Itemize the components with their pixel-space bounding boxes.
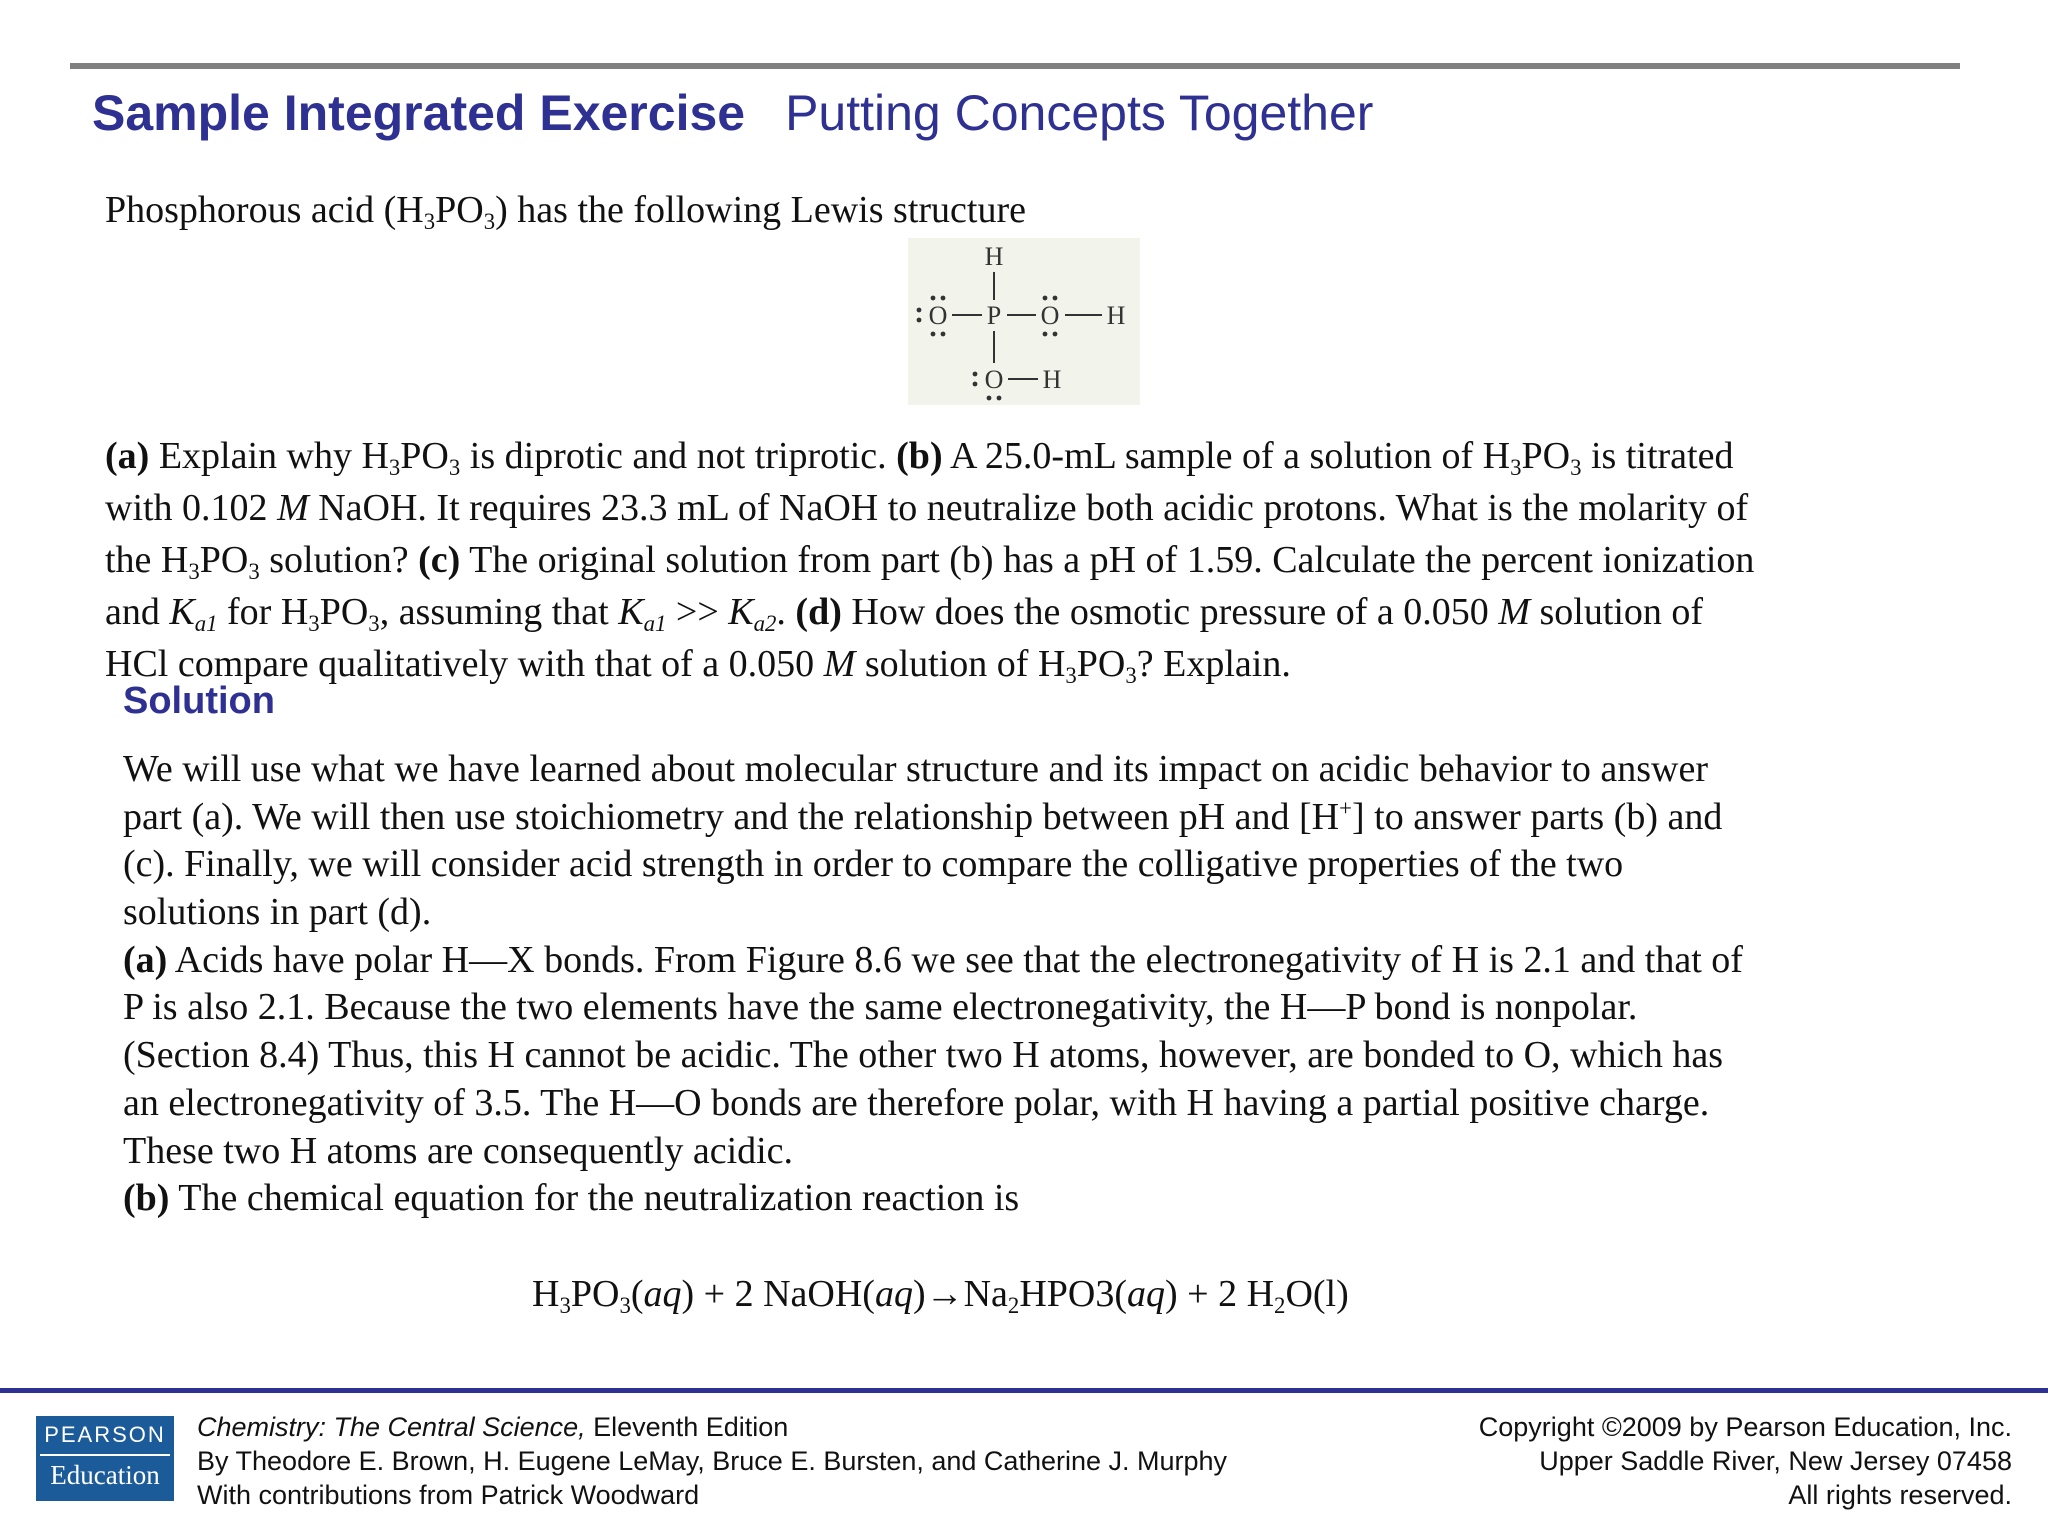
footer-book-title: Chemistry: The Central Science, Eleventh Edition	[197, 1412, 789, 1442]
logo-divider	[40, 1454, 170, 1456]
question-line-2: with 0.102 M NaOH. It requires 23.3 mL of NaOH to neutralize both acidic protons. What is the molarity of	[105, 487, 1749, 529]
footer-address: Upper Saddle River, New Jersey 07458	[1539, 1446, 2012, 1476]
solution-line-8: an electronegativity of 3.5. The H—O bonds are therefore polar, with H having a partial positive charge.	[123, 1081, 1710, 1124]
solution-line-9: These two H atoms are consequently acidic.	[123, 1129, 794, 1172]
atom-p-center: P	[986, 301, 1002, 330]
solution-line-6: P is also 2.1. Because the two elements have the same electronegativity, the H—P bond is nonpolar.	[123, 986, 1638, 1029]
footer-book-credits	[197, 1410, 1227, 1512]
question-line-4: and $K_{a1}$ for $H_3PO_3$, assuming that $K_{a1} >> K_{a2}$. (d) How does the osmotic pressure of a 0.050 M solution of	[105, 591, 1704, 636]
title-subtitle: Putting Concepts Together	[785, 85, 1374, 141]
atom-o-bottom: O	[984, 365, 1004, 394]
footer-contributions: With contributions from Patrick Woodward	[197, 1480, 700, 1510]
solution-text	[123, 746, 1923, 1223]
solution-line-2: part (a). We will then use stoichiometry and the relationship between pH and [H+] to answer parts (b) and	[123, 795, 1723, 838]
footer-copyright-line: Copyright ©2009 by Pearson Education, Inc.	[1478, 1412, 2012, 1442]
logo-pearson-text: PEARSON	[44, 1422, 166, 1447]
lewis-structure-diagram	[908, 238, 1140, 405]
pearson-education-logo	[36, 1416, 174, 1501]
solution-line-7: (Section 8.4) Thus, this H cannot be acidic. The other two H atoms, however, are bonded to O, which has	[123, 1034, 1724, 1077]
title-bold: Sample Integrated Exercise	[92, 85, 746, 141]
question-line-3: the $H_3PO_3$ solution? (c) The original solution from part (b) has a pH of 1.59. Calculate the percent ionization	[105, 539, 1755, 584]
solution-line-3: (c). Finally, we will consider acid strength in order to compare the colligative properties of the two	[123, 843, 1624, 886]
intro-text: Phosphorous acid $(H_3PO_3)$ has the following Lewis structure	[105, 189, 1026, 234]
solution-line-4: solutions in part (d).	[123, 891, 432, 934]
atom-h-bottom: H	[1042, 365, 1062, 394]
neutralization-equation: $H_3PO_3(aq) + 2$ $NaOH(aq)\to Na_2HPO3(aq) + 2$ $H_2O(l)$	[532, 1273, 1349, 1318]
solution-heading: Solution	[123, 680, 275, 722]
top-rule	[70, 63, 1960, 69]
lewis-structure-figure	[908, 238, 1140, 405]
atom-h-right: H	[1106, 301, 1126, 330]
atom-o-left: O	[928, 301, 948, 330]
atom-h-top: H	[984, 242, 1004, 271]
footer-authors: By Theodore E. Brown, H. Eugene LeMay, Bruce E. Bursten, and Catherine J. Murphy	[197, 1446, 1228, 1476]
footer-rule	[0, 1388, 2048, 1393]
solution-line-1: We will use what we have learned about molecular structure and its impact on acidic behavior to answer	[123, 748, 1708, 790]
question-text	[105, 430, 1905, 690]
footer-rights: All rights reserved.	[1788, 1480, 2012, 1510]
question-line-1: (a) Explain why $H_3PO_3$ is diprotic and not triprotic. (b) A 25.0-mL sample of a solution of $H_3PO_3$ is titrated	[105, 435, 1734, 480]
slide-title	[92, 84, 1373, 142]
bonds	[952, 272, 1102, 379]
solution-line-5: (a) Acids have polar H—X bonds. From Figure 8.6 we see that the electronegativity of H is 2.1 and that of	[123, 938, 1743, 981]
solution-line-10: (b) The chemical equation for the neutralization reaction is	[123, 1177, 1020, 1220]
question-line-5: HCl compare qualitatively with that of a 0.050 M solution of $H_3PO_3$? Explain.	[105, 643, 1291, 688]
atom-o-right: O	[1040, 301, 1060, 330]
footer-copyright	[1479, 1410, 2012, 1512]
logo-education-text: Education	[50, 1460, 160, 1490]
